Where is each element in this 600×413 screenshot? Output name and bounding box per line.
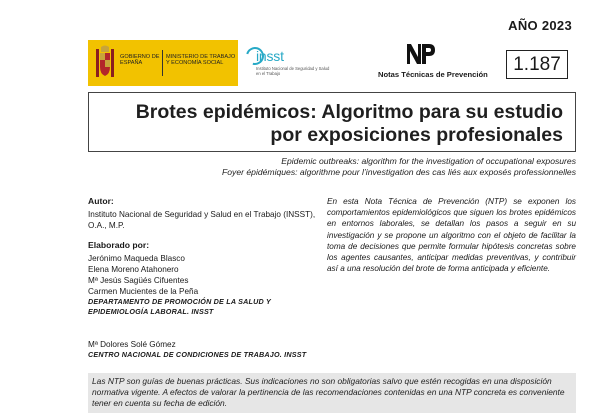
ntp-number: 1.187 xyxy=(506,50,568,79)
ministry-text: MINISTERIO DE TRABAJO Y ECONOMÍA SOCIAL xyxy=(166,54,236,67)
insst-logo xyxy=(246,45,336,83)
header-bar xyxy=(88,40,576,86)
insst-wordmark: insst xyxy=(256,48,284,64)
prepared-by-item: Jerónimo Maqueda Blasco xyxy=(88,254,185,263)
disclaimer-box xyxy=(88,373,576,413)
year-label: AÑO 2023 xyxy=(508,18,572,33)
prepared-by-item: Mª Jesús Sagüés Cifuentes xyxy=(88,276,189,285)
np-logo-icon xyxy=(406,43,436,65)
abstract: En esta Nota Técnica de Prevención (NTP) se exponen los comportamientos epidemiológicos que siguen los brotes epidémicos en entornos laborales, se detallan los pasos a seguir en su investigación y se propone un algoritmo con el objeto de facilitar la toma de decisiones que permite formular hipótesis concretas sobre los agentes causantes, anticipar medidas preventivas, y contribuir así a una resolución del brote de forma anticipada y eficiente. xyxy=(327,197,576,274)
extra-author: Mª Dolores Solé Gómez xyxy=(88,340,176,349)
coat-of-arms-icon xyxy=(94,45,116,81)
series-title: Notas Técnicas de Prevención xyxy=(378,70,488,79)
logo-divider xyxy=(162,50,163,76)
government-text: GOBIERNO DE ESPAÑA xyxy=(120,54,160,67)
document-title xyxy=(89,101,563,147)
title-box xyxy=(88,92,576,152)
department-2: CENTRO NACIONAL DE CONDICIONES DE TRABAJO. INSST xyxy=(88,350,307,359)
disclaimer-text: Las NTP son guías de buenas prácticas. Sus indicaciones no son obligatorias salvo que estén recogidas en una disposición normativa vigente. A efectos de valorar la pertinencia de las recomendaciones contenidas en una NTP concreta es conveniente tener en cuenta su fecha de edición. xyxy=(92,376,565,408)
title-line-1: Brotes epidémicos: Algoritmo para su estudio xyxy=(135,101,563,123)
prepared-by-item: Carmen Mucientes de la Peña xyxy=(88,287,199,296)
author-label: Autor: xyxy=(88,196,114,206)
subtitle-french: Foyer épidémiques: algorithme pour l’investigation des cas liés aux exposés professionnelles xyxy=(222,166,576,177)
spacer xyxy=(88,317,318,339)
title-line-2: por exposiciones profesionales xyxy=(270,124,563,146)
government-logo xyxy=(88,40,238,86)
prepared-by-item: Elena Moreno Atahonero xyxy=(88,265,179,274)
department-1: DEPARTAMENTO DE PROMOCIÓN DE LA SALUD Y EPIDEMIOLOGÍA LABORAL. INSST xyxy=(88,297,271,316)
subtitle-english: Epidemic outbreaks: algorithm for the investigation of occupational exposures xyxy=(281,156,576,166)
author-name: Instituto Nacional de Seguridad y Salud en el Trabajo (INSST), O.A., M.P. xyxy=(88,210,316,230)
authors-column xyxy=(88,196,318,360)
insst-subtitle: Instituto Nacional de Seguridad y Salud en el Trabajo xyxy=(256,66,330,76)
translated-titles xyxy=(222,156,576,177)
prepared-label: Elaborado por: xyxy=(88,240,150,250)
